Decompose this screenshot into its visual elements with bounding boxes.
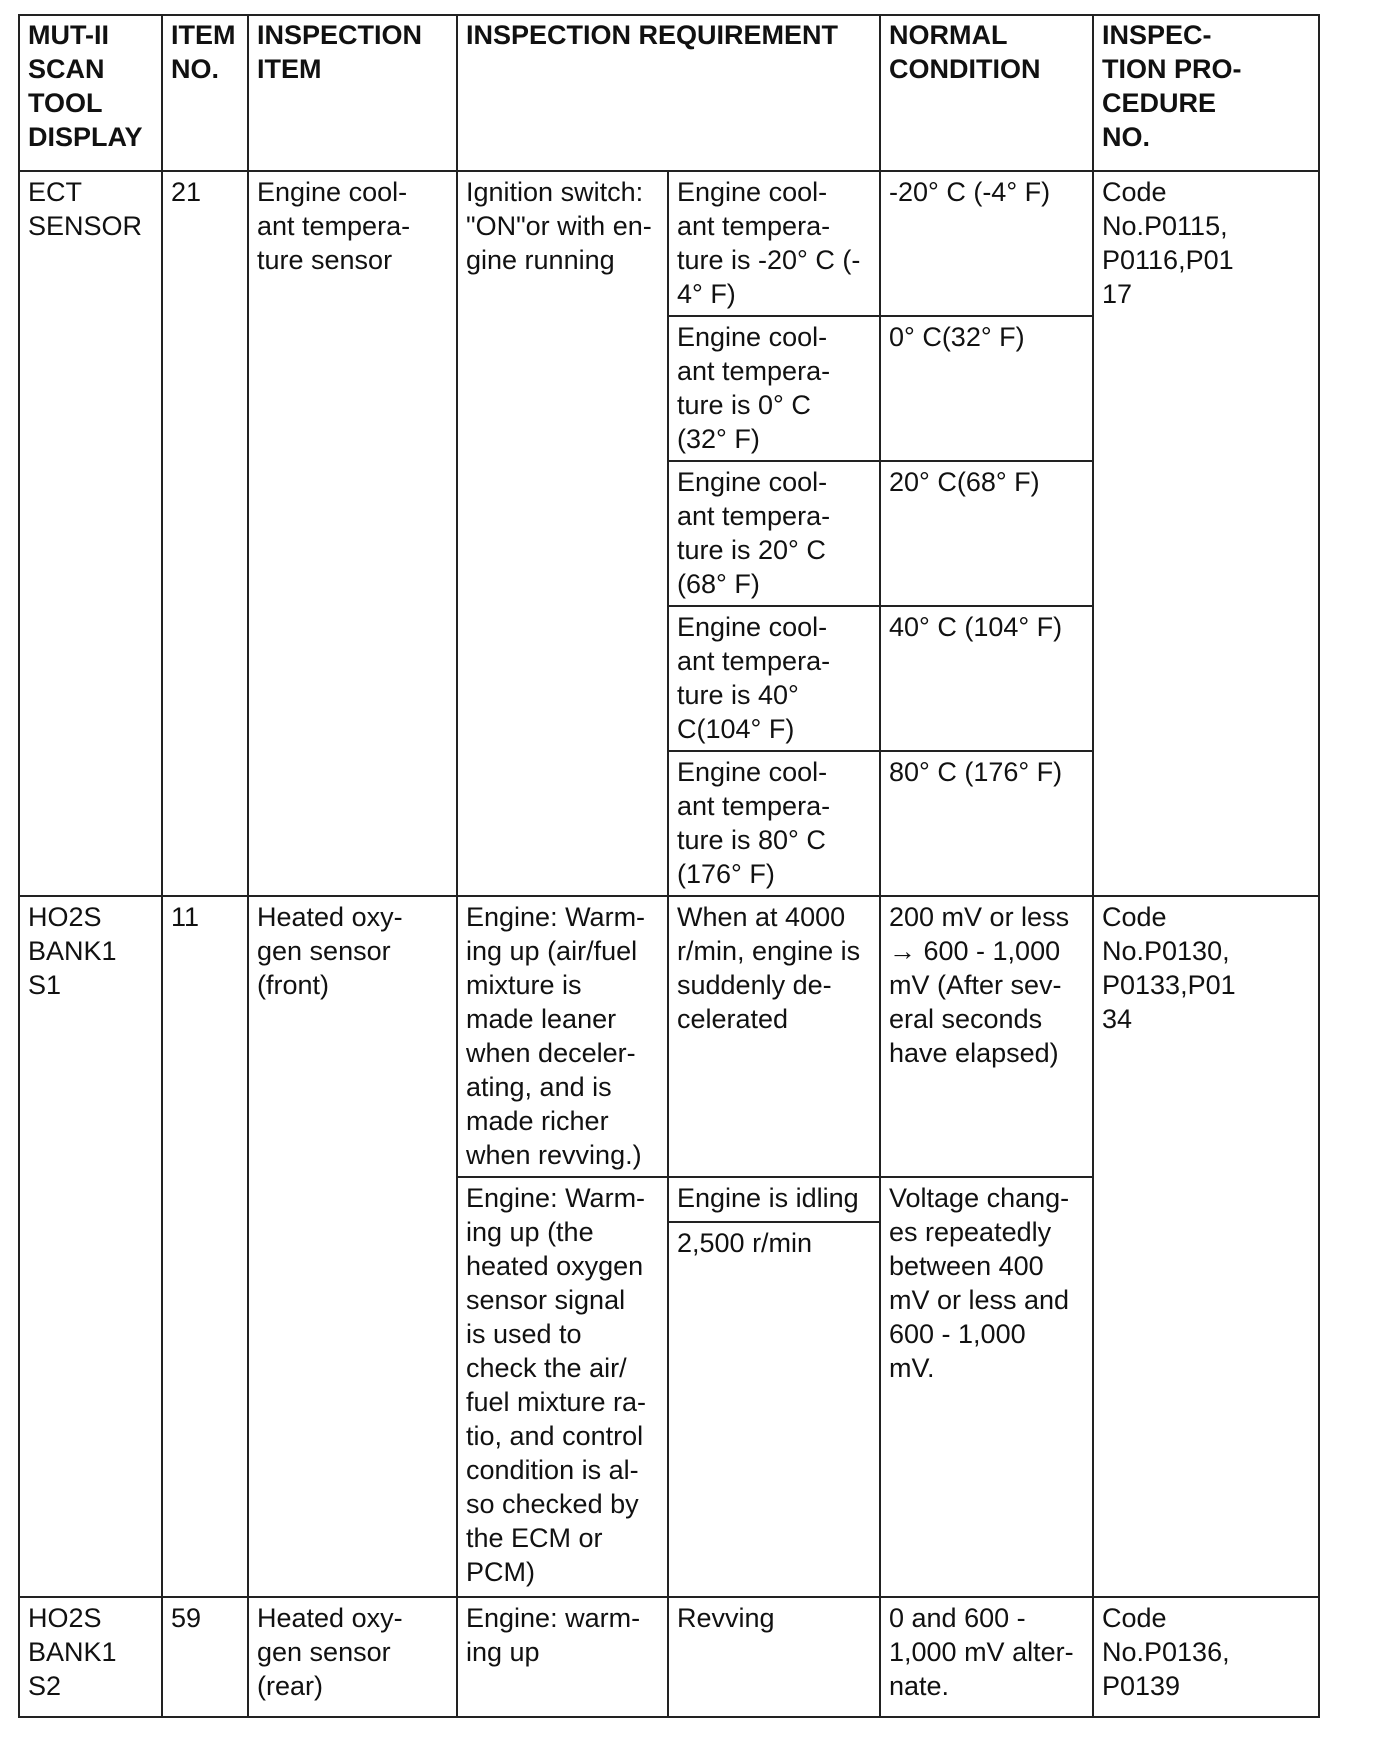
inspection-table xyxy=(18,14,1320,1718)
ect-normal-cell: 0° C(32° F) xyxy=(880,316,1093,461)
table-row xyxy=(19,1597,1319,1717)
ho2s-s2-condition-cell: Revving xyxy=(668,1597,880,1717)
ect-condition-cell: Engine cool- ant tempera- ture is 20° C (68° F) xyxy=(668,461,880,606)
ect-inspection-item-cell: Engine cool- ant tempera- ture sensor xyxy=(248,171,457,896)
ect-normal-cell: 40° C (104° F) xyxy=(880,606,1093,751)
ect-requirement-cell: Ignition switch: "ON"or with en- gine running xyxy=(457,171,668,896)
ect-condition-cell: Engine cool- ant tempera- ture is -20° C (- 4° F) xyxy=(668,171,880,316)
ho2s-s1-item-no-cell: 11 xyxy=(162,896,248,1597)
inspection-table-page xyxy=(18,14,1318,1734)
ect-condition-cell: Engine cool- ant tempera- ture is 40° C(104° F) xyxy=(668,606,880,751)
ho2s-s1-normal-cell: 200 mV or less → 600 - 1,000 mV (After sev- eral seconds have elapsed) xyxy=(880,896,1093,1177)
ho2s-s2-normal-cell: 0 and 600 - 1,000 mV alter- nate. xyxy=(880,1597,1093,1717)
table-row xyxy=(19,896,1319,1177)
ho2s-s1-condition-cell: 2,500 r/min xyxy=(668,1222,880,1597)
ho2s-s2-procedure-cell: Code No.P0136, P0139 xyxy=(1093,1597,1319,1717)
ho2s-s2-requirement-cell: Engine: warm- ing up xyxy=(457,1597,668,1717)
ho2s-s1-requirement-cell: Engine: Warm- ing up (air/fuel mixture is made leaner when deceler- ating, and is made richer when revving.) xyxy=(457,896,668,1177)
ect-condition-cell: Engine cool- ant tempera- ture is 80° C (176° F) xyxy=(668,751,880,896)
header-procedure-no: INSPEC- TION PRO- CEDURE NO. xyxy=(1093,15,1319,171)
ho2s-s1-inspection-item-cell: Heated oxy- gen sensor (front) xyxy=(248,896,457,1597)
ect-procedure-cell: Code No.P0115, P0116,P01 17 xyxy=(1093,171,1319,896)
ho2s-s2-item-no-cell: 59 xyxy=(162,1597,248,1717)
ho2s-s1-condition-cell: Engine is idling xyxy=(668,1177,880,1222)
table-row xyxy=(19,171,1319,316)
header-inspection-requirement: INSPECTION REQUIREMENT xyxy=(457,15,880,171)
ect-normal-cell: 80° C (176° F) xyxy=(880,751,1093,896)
ho2s-s1-procedure-cell: Code No.P0130, P0133,P01 34 xyxy=(1093,896,1319,1597)
ect-item-no-cell: 21 xyxy=(162,171,248,896)
header-item-no: ITEM NO. xyxy=(162,15,248,171)
header-scan-tool-display: MUT-II SCAN TOOL DISPLAY xyxy=(19,15,162,171)
ho2s-s1-condition-cell: When at 4000 r/min, engine is suddenly de- celerated xyxy=(668,896,880,1177)
ect-condition-cell: Engine cool- ant tempera- ture is 0° C (32° F) xyxy=(668,316,880,461)
header-inspection-item: INSPECTION ITEM xyxy=(248,15,457,171)
ho2s-s2-inspection-item-cell: Heated oxy- gen sensor (rear) xyxy=(248,1597,457,1717)
header-normal-condition: NORMAL CONDITION xyxy=(880,15,1093,171)
ect-normal-cell: 20° C(68° F) xyxy=(880,461,1093,606)
ect-normal-cell: -20° C (-4° F) xyxy=(880,171,1093,316)
ho2s-s2-display-cell: HO2S BANK1 S2 xyxy=(19,1597,162,1717)
ho2s-s1-requirement-cell: Engine: Warm- ing up (the heated oxygen sensor signal is used to check the air/ fuel mixture ra- tio, and control condition is al- so checked by the ECM or PCM) xyxy=(457,1177,668,1597)
header-row xyxy=(19,15,1319,171)
ho2s-s1-normal-cell: Voltage chang- es repeatedly between 400 mV or less and 600 - 1,000 mV. xyxy=(880,1177,1093,1597)
ho2s-s1-display-cell: HO2S BANK1 S1 xyxy=(19,896,162,1597)
ect-display-cell: ECT SENSOR xyxy=(19,171,162,896)
